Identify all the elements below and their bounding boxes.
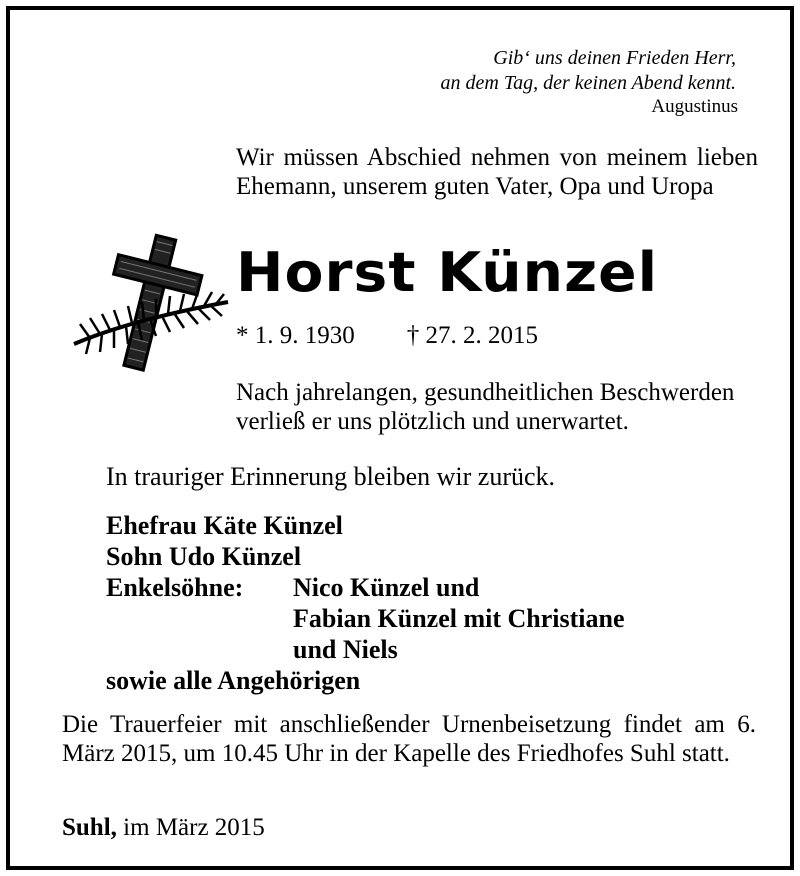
deceased-name: Horst Künzel — [236, 241, 659, 304]
quote-line-2: an dem Tag, der keinen Abend kennt. — [440, 72, 736, 94]
place-date-text: im März 2015 — [123, 814, 265, 841]
family-son: Sohn Udo Künzel — [106, 542, 302, 571]
funeral-info: Die Trauerfeier mit anschließender Urnenbeisetzung findet am 6. März 2015, um 10.45 Uhr in der Kapelle des Friedhofes Suhl statt. — [62, 711, 756, 767]
family-grandsons-line-1: Nico Künzel und — [293, 573, 480, 602]
quote-author: Augustinus — [651, 96, 738, 117]
family-wife: Ehefrau Käte Künzel — [106, 511, 343, 540]
remembrance-text: In trauriger Erinnerung bleiben wir zurück. — [106, 462, 556, 491]
quote-line-1: Gib‘ uns deinen Frieden Herr, — [493, 47, 736, 69]
family-others: sowie alle Angehörigen — [106, 666, 361, 695]
family-grandsons-line-3: und Niels — [293, 635, 398, 664]
family-grandsons-line-2: Fabian Künzel mit Christiane — [293, 604, 625, 633]
intro-text: Wir müssen Abschied nehmen von meinem lieben Ehemann, unserem guten Vater, Opa und Uropa — [236, 144, 758, 200]
birth-date: * 1. 9. 1930 — [236, 322, 355, 349]
family-grandsons-label: Enkelsöhne: — [106, 573, 244, 602]
life-dates — [236, 321, 538, 351]
quote — [441, 46, 737, 96]
illness-text: Nach jahrelangen, gesundheitlichen Beschwerden verließ er uns plötzlich und unerwartet. — [236, 379, 735, 435]
cross-with-palm-icon — [70, 232, 232, 378]
place-date — [62, 813, 265, 842]
death-date: † 27. 2. 2015 — [406, 322, 538, 349]
obituary-frame — [6, 6, 794, 870]
place-city: Suhl, — [62, 814, 117, 841]
